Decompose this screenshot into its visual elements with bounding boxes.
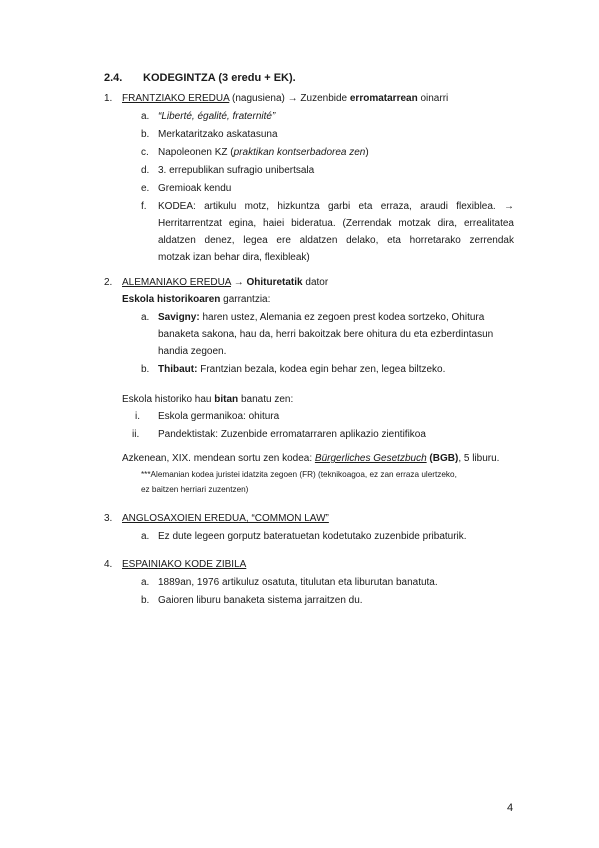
roman-i-marker: i.: [135, 411, 140, 422]
item-1d-text: 3. errepublikan sufragio unibertsala: [158, 165, 315, 176]
bgb-post: , 5 liburu.: [458, 453, 500, 464]
item-2-bold: Ohituretatik: [246, 277, 303, 288]
item-3a-marker: a.: [141, 531, 150, 542]
item-3a-text: Ez dute legeen gorputz bateratuetan kodetutako zuzenbide pribaturik.: [158, 531, 467, 542]
item-1-bold: erromatarrean: [349, 93, 418, 104]
section-title: KODEGINTZA (3 eredu + EK).: [143, 72, 296, 84]
item-1a-marker: a.: [141, 111, 150, 122]
item-4-number: 4.: [104, 559, 113, 570]
item-2a-line-2: banaketa sakona, hau da, herri bakoitzak bere ohitura du eta ezberdintasun: [158, 329, 494, 340]
split-pre: Eskola historiko hau: [122, 394, 215, 405]
item-2-line: [122, 276, 328, 289]
item-2-title: ALEMANIAKO EREDUA: [122, 277, 231, 288]
savigny-text-1: haren ustez, Alemania ez zegoen prest kodea sortzeko, Ohitura: [199, 312, 485, 323]
roman-i-text: Eskola germanikoa: ohitura: [158, 411, 280, 422]
item-2a-line-3: handia zegoen.: [158, 346, 227, 357]
item-1c-text: Napoleonen KZ (: [158, 147, 234, 158]
item-3-title: ANGLOSAXOIEN EREDUA, “COMMON LAW”: [122, 513, 329, 524]
item-3-number: 3.: [104, 513, 113, 524]
item-1e-text: Gremioak kendu: [158, 183, 232, 194]
item-2a-line-1: [158, 311, 484, 324]
item-2-rest: dator: [302, 277, 329, 288]
bgb-line: [122, 452, 499, 465]
item-4b-marker: b.: [141, 595, 150, 606]
item-1d-marker: d.: [141, 165, 150, 176]
bgb-bold: (BGB): [429, 453, 459, 464]
item-1c-close: ): [365, 147, 369, 158]
split-line: [122, 393, 293, 406]
item-1b-marker: b.: [141, 129, 150, 140]
item-4-title: ESPAINIAKO KODE ZIBILA: [122, 559, 247, 570]
thibaut-text: Frantzian bezala, kodea egin behar zen, legea biltzeko.: [197, 364, 446, 375]
item-1-number: 1.: [104, 93, 113, 104]
item-1-title: FRANTZIAKO EREDUA: [122, 93, 230, 104]
item-1f-line-3: aldatzen denez, legea ere aldatzen delako, eta horretarako zerrendak: [158, 235, 514, 246]
item-1-rest2: oinarri: [417, 93, 449, 104]
bgb-italic: Bürgerliches Gesetzbuch: [314, 453, 427, 464]
item-1f-line-4: motzak izan behar dira, flexibleak): [158, 252, 310, 263]
split-post: banatu zen:: [238, 394, 294, 405]
school-rest: garrantzia:: [220, 294, 271, 305]
item-1e-marker: e.: [141, 183, 150, 194]
section-number: 2.4.: [104, 72, 123, 84]
item-1-rest: (nagusiena) → Zuzenbide: [229, 93, 350, 104]
note-line-1: ***Alemanian kodea juristei idatzita zegoen (FR) (teknikoagoa, ez zan erraza ulertzeko,: [141, 470, 457, 479]
roman-ii-marker: ii.: [132, 429, 140, 440]
page-number: 4: [507, 802, 514, 814]
item-1a-text: “Liberté, égalité, fraternité”: [158, 111, 276, 122]
item-2b-line: [158, 363, 445, 376]
item-4a-marker: a.: [141, 577, 150, 588]
item-1-line: [122, 92, 448, 105]
item-2-number: 2.: [104, 277, 113, 288]
item-1f-line-1: KODEA: artikulu motz, hizkuntza garbi eta erraza, araudi flexiblea. →: [158, 201, 514, 212]
item-1c-line: [158, 146, 369, 159]
thibaut-name: Thibaut:: [158, 364, 198, 375]
item-2a-marker: a.: [141, 312, 150, 323]
item-1c-italic: praktikan kontserbadorea zen: [233, 147, 366, 158]
item-1f-marker: f.: [141, 201, 147, 212]
item-1b-text: Merkataritzako askatasuna: [158, 129, 278, 140]
roman-ii-text: Pandektistak: Zuzenbide erromatarraren aplikazio zientifikoa: [158, 429, 426, 440]
item-1c-marker: c.: [141, 147, 149, 158]
school-line: [122, 293, 270, 306]
note-line-2: ez baitzen herriari zuzentzen): [141, 485, 249, 494]
bgb-pre: Azkenean, XIX. mendean sortu zen kodea:: [122, 453, 315, 464]
savigny-name: Savigny:: [158, 312, 200, 323]
split-bold: bitan: [214, 394, 239, 405]
school-bold: Eskola historikoaren: [122, 294, 221, 305]
item-1f-line-2: Herritarrentzat egina, haiei bideratua. (Zerrendak motzak dira, errealitatea: [158, 218, 514, 229]
item-4a-text: 1889an, 1976 artikuluz osatuta, titulutan eta liburutan banatuta.: [158, 577, 438, 588]
item-4b-text: Gaioren liburu banaketa sistema jarraitzen du.: [158, 595, 363, 606]
item-2-arrow: →: [230, 277, 247, 288]
item-2b-marker: b.: [141, 364, 150, 375]
